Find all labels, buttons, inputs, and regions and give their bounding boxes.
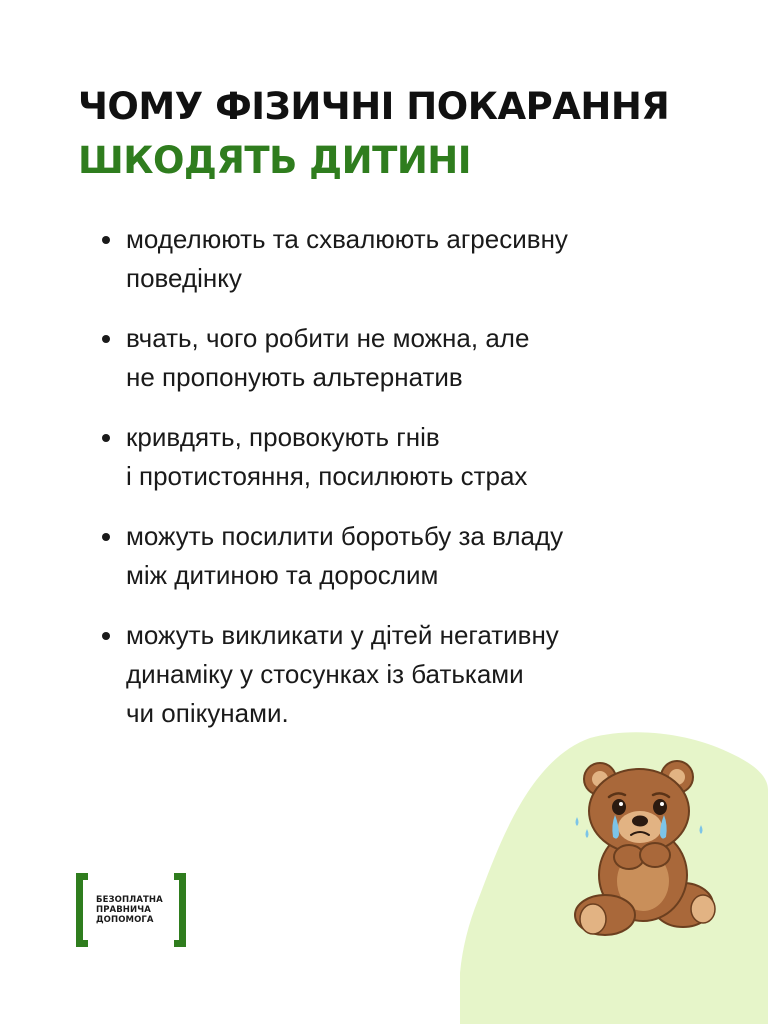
- list-item: [98, 616, 718, 733]
- list-item: [98, 220, 718, 298]
- reasons-list: [98, 220, 718, 754]
- logo-text: [96, 895, 163, 925]
- list-item-line: динаміку у стосунках із батьками: [126, 659, 524, 689]
- logo-bracket-right: [174, 873, 186, 947]
- list-item: [98, 517, 718, 595]
- list-item-line: кривдять, провокують гнів: [126, 422, 440, 452]
- list-item: [98, 418, 718, 496]
- crying-teddy-bear-icon: [565, 755, 730, 940]
- list-item-line: можуть посилити боротьбу за владу: [126, 521, 564, 551]
- logo-bracket-left: [76, 873, 88, 947]
- list-item-line: можуть викликати у дітей негативну: [126, 620, 559, 650]
- list-item-line: вчать, чого робити не можна, але: [126, 323, 530, 353]
- list-item-line: і протистояння, посилюють страх: [126, 461, 528, 491]
- list-item-line: чи опікунами.: [126, 698, 289, 728]
- logo-text-line: ДОПОМОГА: [96, 915, 154, 925]
- logo-text-line: ПРАВНИЧА: [96, 905, 151, 915]
- logo-text-line: БЕЗОПЛАТНА: [96, 895, 163, 905]
- page-title: [78, 80, 669, 188]
- list-item-line: моделюють та схвалюють агресивну: [126, 224, 568, 254]
- title-line-2: ШКОДЯТЬ ДИТИНІ: [78, 139, 472, 182]
- list-item-line: поведінку: [126, 263, 242, 293]
- list-item-line: не пропонують альтернатив: [126, 362, 463, 392]
- list-item: [98, 319, 718, 397]
- logo: [76, 873, 186, 947]
- title-line-1: ЧОМУ ФІЗИЧНІ ПОКАРАННЯ: [78, 85, 670, 128]
- list-item-line: між дитиною та дорослим: [126, 560, 439, 590]
